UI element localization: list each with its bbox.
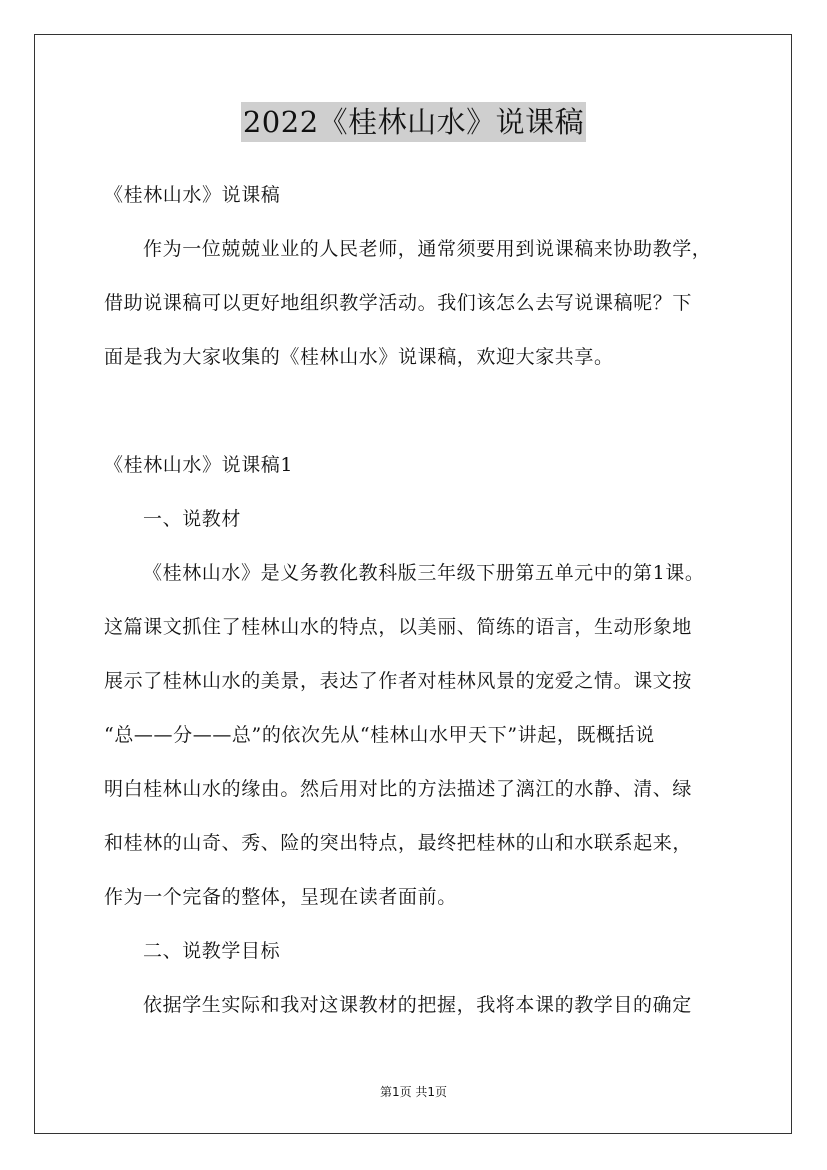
part2-heading: 二、说教学目标 xyxy=(143,940,281,962)
intro-line: 借助说课稿可以更好地组织教学活动。我们该怎么去写说课稿呢？下 xyxy=(104,292,693,314)
document-title: 2022《桂林山水》说课稿 xyxy=(241,102,586,142)
document-subtitle: 《桂林山水》说课稿 xyxy=(104,184,281,206)
page-footer: 第1页 共1页 xyxy=(379,1085,448,1099)
part1-paragraph-line: 展示了桂林山水的美景，表达了作者对桂林风景的宠爱之情。课文按 xyxy=(104,670,693,692)
intro-line: 面是我为大家收集的《桂林山水》说课稿，欢迎大家共享。 xyxy=(104,346,614,368)
title-container xyxy=(0,102,827,142)
part2-paragraph-line: 依据学生实际和我对这课教材的把握，我将本课的教学目的确定 xyxy=(143,994,692,1016)
part1-heading: 一、说教材 xyxy=(143,508,242,530)
section-heading: 《桂林山水》说课稿1 xyxy=(104,454,294,476)
part1-paragraph-line: 明白桂林山水的缘由。然后用对比的方法描述了漓江的水静、清、绿 xyxy=(104,778,693,800)
part1-paragraph-line: 作为一个完备的整体，呈现在读者面前。 xyxy=(104,886,457,908)
part1-paragraph-line: “总——分——总”的依次先从“桂林山水甲天下”讲起，既概括说 xyxy=(104,724,655,746)
part1-paragraph-line: 和桂林的山奇、秀、险的突出特点，最终把桂林的山和水联系起来， xyxy=(104,832,693,854)
intro-line: 作为一位兢兢业业的人民老师，通常须要用到说课稿来协助教学， xyxy=(143,238,712,260)
part1-paragraph-line: 《桂林山水》是义务教化教科版三年级下册第五单元中的第1课。 xyxy=(143,562,705,584)
part1-paragraph-line: 这篇课文抓住了桂林山水的特点，以美丽、简练的语言，生动形象地 xyxy=(104,616,693,638)
